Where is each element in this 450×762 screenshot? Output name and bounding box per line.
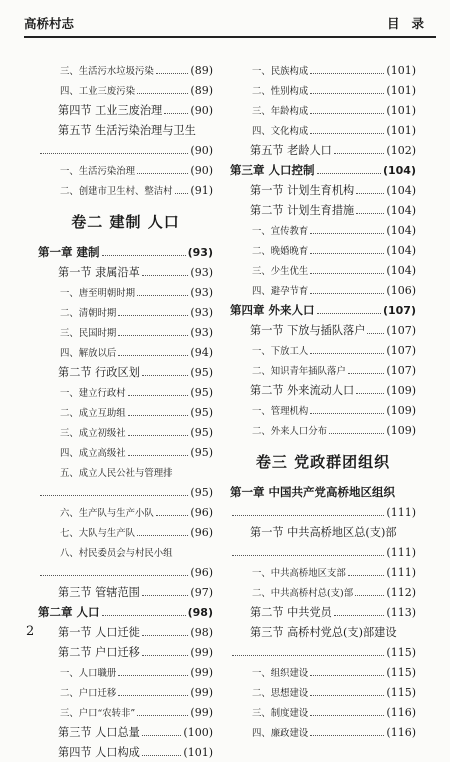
toc-page-number: (111) xyxy=(386,545,416,559)
toc-page-number: (89) xyxy=(190,63,213,77)
toc-entry-title: 二、成立互助组 xyxy=(60,408,126,419)
toc-item xyxy=(38,60,213,80)
toc-page-number: (104) xyxy=(386,203,416,217)
toc-page-number: (115) xyxy=(386,685,416,699)
toc-section xyxy=(38,262,213,282)
toc-entry-title: 一、宣传教育 xyxy=(252,226,309,237)
toc-chapter xyxy=(38,242,213,262)
toc-entry-title: 四、避孕节育 xyxy=(252,286,309,297)
leader-dots xyxy=(356,193,384,194)
toc-entry-title: 一、管理机构 xyxy=(252,406,309,417)
toc-entry-title: 第五节 老龄人口 xyxy=(250,144,332,157)
toc-item xyxy=(38,402,213,422)
toc-item xyxy=(38,422,213,442)
toc-page-number: (97) xyxy=(190,585,213,599)
leader-dots xyxy=(118,355,188,356)
toc-section xyxy=(38,622,213,642)
toc-item xyxy=(38,302,213,322)
toc-item xyxy=(230,260,416,280)
toc-continuation xyxy=(230,542,416,562)
toc-item xyxy=(38,180,213,200)
toc-page-number: (116) xyxy=(386,725,416,739)
toc-page-number: (107) xyxy=(382,303,416,317)
toc-entry-title: 二、创建市卫生村、整洁村 xyxy=(60,186,173,197)
toc-item xyxy=(38,502,213,522)
leader-dots xyxy=(232,515,384,516)
leader-dots xyxy=(118,315,188,316)
toc-page-number: (93) xyxy=(190,325,213,339)
toc-section xyxy=(38,722,213,742)
leader-dots xyxy=(329,433,384,434)
toc-item xyxy=(38,342,213,362)
toc-entry-title: 三、年龄构成 xyxy=(252,106,309,117)
leader-dots xyxy=(334,153,385,154)
toc-item xyxy=(230,280,416,300)
leader-dots xyxy=(118,695,188,696)
leader-dots xyxy=(356,393,384,394)
leader-dots xyxy=(40,575,188,576)
toc-item xyxy=(38,282,213,302)
toc-entry-title: 四、成立高级社 xyxy=(60,448,126,459)
volume-heading: 卷二 建制 人口 xyxy=(71,212,180,231)
toc-page-number: (99) xyxy=(190,685,213,699)
toc-item xyxy=(38,682,213,702)
toc-item xyxy=(38,442,213,462)
toc-item xyxy=(38,382,213,402)
leader-dots xyxy=(310,73,384,74)
toc-entry-title: 三、制度建设 xyxy=(252,708,309,719)
toc-entry-title: 第二节 户口迁移 xyxy=(58,646,140,659)
toc-entry-title: 一、生活污染治理 xyxy=(60,166,136,177)
toc-item xyxy=(38,662,213,682)
toc-page-number: (98) xyxy=(190,625,213,639)
toc-entry-title: 一、民族构成 xyxy=(252,66,309,77)
toc-entry-title: 三、户口“农转非” xyxy=(60,708,136,719)
toc-page-number: (109) xyxy=(386,423,416,437)
toc-page-number: (115) xyxy=(386,645,416,659)
toc-page-number: (116) xyxy=(386,705,416,719)
leader-dots xyxy=(310,93,384,94)
toc-page-number: (95) xyxy=(190,485,213,499)
toc-item xyxy=(230,562,416,582)
toc-item xyxy=(230,60,416,80)
toc-entry-title: 一、中共高桥地区支部 xyxy=(252,568,346,579)
toc-item xyxy=(38,522,213,542)
toc-entry-title: 第一节 人口迁徙 xyxy=(58,626,140,639)
toc-page-number: (95) xyxy=(190,365,213,379)
page-number: 2 xyxy=(26,624,35,639)
toc-item xyxy=(38,160,213,180)
toc-entry-title: 第三节 高桥村党总(支)部建设 xyxy=(250,626,397,639)
leader-dots xyxy=(142,375,189,376)
toc-item xyxy=(230,360,416,380)
toc-chapter xyxy=(230,300,416,320)
toc-chapter xyxy=(230,160,416,180)
leader-dots xyxy=(348,575,385,576)
toc-page-number: (106) xyxy=(386,283,416,297)
toc-entry-title: 第一节 计划生育机构 xyxy=(250,184,355,197)
header-rule xyxy=(24,36,436,38)
toc-section xyxy=(38,582,213,602)
running-header xyxy=(24,12,436,34)
leader-dots xyxy=(142,755,182,756)
toc-section xyxy=(230,522,416,542)
toc-entry-title: 五、成立人民公社与管理排 xyxy=(60,468,173,479)
leader-dots xyxy=(164,113,188,114)
toc-page-number: (90) xyxy=(190,163,213,177)
toc-item xyxy=(230,240,416,260)
toc-entry-title: 第三节 人口总量 xyxy=(58,726,140,739)
toc-entry-title: 第二节 行政区划 xyxy=(58,366,140,379)
toc-page-number: (111) xyxy=(386,565,416,579)
toc-section xyxy=(230,200,416,220)
toc-entry-title: 第二节 外来流动人口 xyxy=(250,384,355,397)
leader-dots xyxy=(310,695,384,696)
toc-page-number: (115) xyxy=(386,665,416,679)
toc-page-number: (93) xyxy=(190,305,213,319)
toc-section xyxy=(38,120,213,140)
toc-entry-title: 二、晚婚晚育 xyxy=(252,246,309,257)
leader-dots xyxy=(356,213,384,214)
leader-dots xyxy=(118,335,188,336)
leader-dots xyxy=(128,455,189,456)
toc-page-number: (95) xyxy=(190,425,213,439)
toc-chapter xyxy=(230,482,416,502)
leader-dots xyxy=(156,73,189,74)
toc-entry-title: 一、唐至明朝时期 xyxy=(60,288,136,299)
toc-section xyxy=(38,642,213,662)
toc-entry-title: 四、解放以后 xyxy=(60,348,117,359)
toc-right-column xyxy=(230,60,416,742)
leader-dots xyxy=(310,133,384,134)
leader-dots xyxy=(317,173,381,174)
toc-item xyxy=(230,702,416,722)
toc-page-number: (99) xyxy=(190,645,213,659)
toc-page-number: (99) xyxy=(190,705,213,719)
toc-item xyxy=(230,582,416,602)
toc-page-number: (96) xyxy=(190,525,213,539)
leader-dots xyxy=(118,675,188,676)
toc-page-number: (109) xyxy=(386,403,416,417)
toc-entry-title: 三、生活污水垃圾污染 xyxy=(60,66,154,77)
toc-page-number: (104) xyxy=(386,263,416,277)
leader-dots xyxy=(367,333,384,334)
toc-entry-title: 第二节 中共党员 xyxy=(250,606,332,619)
toc-entry-title: 六、生产队与生产小队 xyxy=(60,508,154,519)
toc-page-number: (101) xyxy=(386,83,416,97)
toc-entry-title: 三、少生优生 xyxy=(252,266,309,277)
leader-dots xyxy=(142,735,182,736)
leader-dots xyxy=(334,615,385,616)
toc-page-number: (101) xyxy=(386,63,416,77)
toc-section xyxy=(230,380,416,400)
leader-dots xyxy=(232,655,384,656)
toc-page-number: (100) xyxy=(183,725,213,739)
leader-dots xyxy=(128,415,189,416)
toc-page-number: (95) xyxy=(190,385,213,399)
toc-item xyxy=(230,722,416,742)
toc-entry-title: 第四节 工业三废治理 xyxy=(58,104,163,117)
toc-page-number: (96) xyxy=(190,565,213,579)
toc-page-number: (93) xyxy=(190,285,213,299)
toc-entry-title: 第五节 生活污染治理与卫生 xyxy=(58,124,196,137)
toc-page-number: (113) xyxy=(386,605,416,619)
toc-item xyxy=(230,100,416,120)
toc-entry-title: 四、廉政建设 xyxy=(252,728,309,739)
toc-entry-title: 二、户口迁移 xyxy=(60,688,117,699)
leader-dots xyxy=(156,515,189,516)
toc-page-number: (101) xyxy=(183,745,213,759)
toc-continuation xyxy=(38,482,213,502)
toc-section xyxy=(230,180,416,200)
leader-dots xyxy=(137,715,188,716)
toc-entry-title: 一、建立行政村 xyxy=(60,388,126,399)
toc-page-number: (104) xyxy=(386,243,416,257)
toc-section xyxy=(38,742,213,762)
toc-entry-title: 第四节 人口构成 xyxy=(58,746,140,759)
leader-dots xyxy=(40,495,188,496)
leader-dots xyxy=(142,635,189,636)
toc-page-number: (94) xyxy=(190,345,213,359)
toc-item xyxy=(38,702,213,722)
toc-item xyxy=(38,322,213,342)
toc-page-number: (91) xyxy=(190,183,213,197)
leader-dots xyxy=(310,273,384,274)
toc-entry-title: 第一章 中国共产党高桥地区组织 xyxy=(230,485,396,499)
toc-section xyxy=(230,622,416,642)
toc-entry-title: 第二节 计划生育措施 xyxy=(250,204,355,217)
toc-item xyxy=(230,682,416,702)
toc-entry-title: 三、民国时期 xyxy=(60,328,117,339)
leader-dots xyxy=(142,655,189,656)
leader-dots xyxy=(137,93,188,94)
toc-entry-title: 第三节 管辖范围 xyxy=(58,586,140,599)
toc-entry-title: 第四章 外来人口 xyxy=(230,303,315,317)
toc-entry-title: 第二章 人口 xyxy=(38,605,100,619)
leader-dots xyxy=(310,253,384,254)
toc-page-number: (111) xyxy=(386,505,416,519)
leader-dots xyxy=(142,595,189,596)
toc-entry-title: 四、文化构成 xyxy=(252,126,309,137)
toc-page-number: (98) xyxy=(187,605,213,619)
leader-dots xyxy=(310,735,384,736)
leader-dots xyxy=(310,353,384,354)
leader-dots xyxy=(137,173,188,174)
toc-page-number: (102) xyxy=(386,143,416,157)
toc-entry-title: 八、村民委员会与村民小组 xyxy=(60,548,173,559)
toc-section xyxy=(230,320,416,340)
book-title: 高桥村志 xyxy=(24,16,75,31)
toc-item xyxy=(230,80,416,100)
toc-continuation xyxy=(230,642,416,662)
toc-entry-title: 七、大队与生产队 xyxy=(60,528,136,539)
toc-item xyxy=(230,220,416,240)
leader-dots xyxy=(310,113,384,114)
toc-entry-title: 一、组织建设 xyxy=(252,668,309,679)
leader-dots xyxy=(310,715,384,716)
toc-continuation xyxy=(230,502,416,522)
toc-item xyxy=(230,662,416,682)
leader-dots xyxy=(310,293,384,294)
toc-page-number: (89) xyxy=(190,83,213,97)
toc-section xyxy=(230,602,416,622)
toc-page-number: (104) xyxy=(386,223,416,237)
leader-dots xyxy=(310,233,384,234)
toc-entry-title: 二、知识青年插队落户 xyxy=(252,366,346,377)
toc-section xyxy=(230,140,416,160)
toc-entry-title: 二、中共高桥村总(支)部 xyxy=(252,588,354,599)
toc-page-number: (112) xyxy=(386,585,416,599)
toc-item xyxy=(230,420,416,440)
toc-item xyxy=(230,340,416,360)
toc-page-number: (101) xyxy=(386,123,416,137)
toc-chapter xyxy=(38,602,213,622)
toc-item xyxy=(38,80,213,100)
toc-page-number: (104) xyxy=(386,183,416,197)
toc-page-number: (107) xyxy=(386,323,416,337)
toc-page-number: (107) xyxy=(386,363,416,377)
toc-page-number: (96) xyxy=(190,505,213,519)
toc-page-number: (104) xyxy=(382,163,416,177)
leader-dots xyxy=(142,275,189,276)
leader-dots xyxy=(102,615,186,616)
toc-entry-title: 四、工业三废污染 xyxy=(60,86,136,97)
leader-dots xyxy=(355,595,384,596)
leader-dots xyxy=(317,313,381,314)
toc-entry-title: 一、下放工人 xyxy=(252,346,309,357)
leader-dots xyxy=(128,395,189,396)
toc-entry-title: 第三章 人口控制 xyxy=(230,163,315,177)
toc-entry-title: 二、清朝时期 xyxy=(60,308,117,319)
leader-dots xyxy=(310,413,384,414)
section-title: 目录 xyxy=(386,16,436,31)
toc-page-number: (99) xyxy=(190,665,213,679)
leader-dots xyxy=(348,373,385,374)
toc-item xyxy=(38,462,213,482)
leader-dots xyxy=(137,535,188,536)
toc-page-number: (93) xyxy=(187,245,213,259)
toc-item xyxy=(38,542,213,562)
toc-page-number: (90) xyxy=(190,103,213,117)
leader-dots xyxy=(175,193,189,194)
toc-entry-title: 二、性别构成 xyxy=(252,86,309,97)
leader-dots xyxy=(128,435,189,436)
toc-entry-title: 第一章 建制 xyxy=(38,245,100,259)
leader-dots xyxy=(137,295,188,296)
leader-dots xyxy=(40,153,188,154)
toc-page-number: (101) xyxy=(386,103,416,117)
toc-entry-title: 第一节 下放与插队落户 xyxy=(250,324,366,337)
leader-dots xyxy=(232,555,384,556)
toc-item xyxy=(230,400,416,420)
toc-page-number: (95) xyxy=(190,445,213,459)
toc-entry-title: 第一节 隶属沿革 xyxy=(58,266,140,279)
toc-page-number: (93) xyxy=(190,265,213,279)
toc-section xyxy=(38,100,213,120)
toc-page-number: (95) xyxy=(190,405,213,419)
toc-entry-title: 二、外来人口分布 xyxy=(252,426,328,437)
leader-dots xyxy=(102,255,186,256)
toc-continuation xyxy=(38,140,213,160)
toc-page-number: (90) xyxy=(190,143,213,157)
toc-entry-title: 一、人口職册 xyxy=(60,668,117,679)
toc-section xyxy=(38,362,213,382)
toc-page-number: (109) xyxy=(386,383,416,397)
toc-entry-title: 第一节 中共高桥地区总(支)部 xyxy=(250,526,397,539)
leader-dots xyxy=(310,675,384,676)
toc-continuation xyxy=(38,562,213,582)
toc-entry-title: 三、成立初级社 xyxy=(60,428,126,439)
toc-item xyxy=(230,120,416,140)
toc-entry-title: 二、思想建设 xyxy=(252,688,309,699)
volume-heading: 卷三 党政群团组织 xyxy=(255,452,391,471)
toc-page-number: (107) xyxy=(386,343,416,357)
